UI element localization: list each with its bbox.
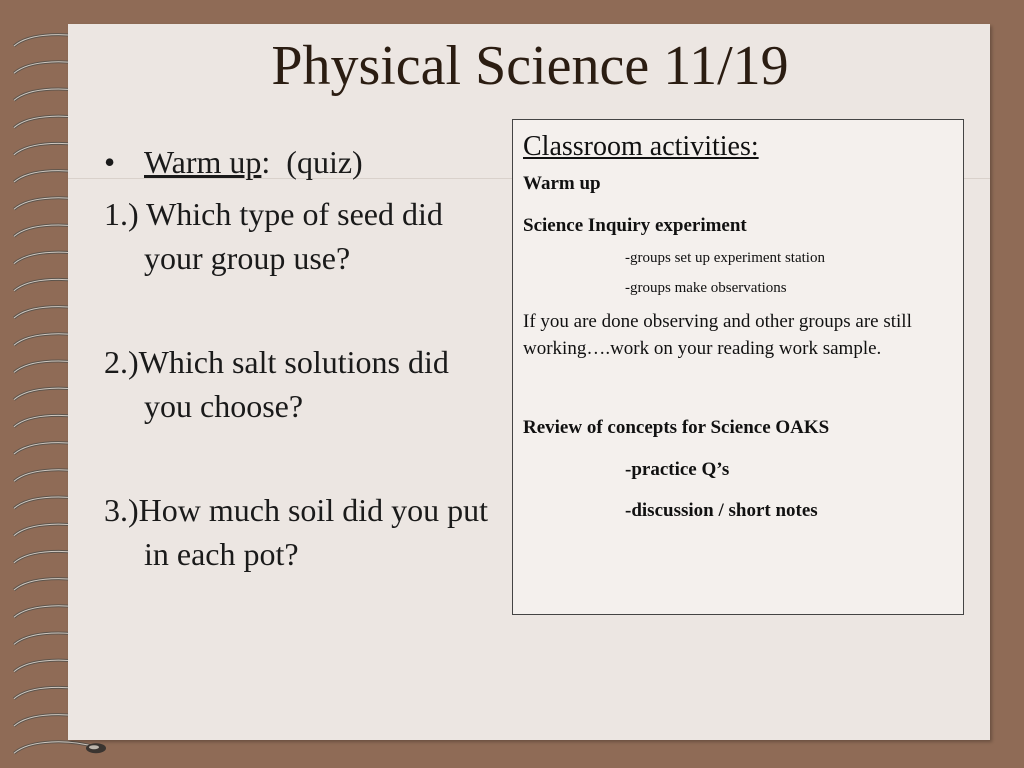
activity-inquiry: Science Inquiry experiment bbox=[523, 215, 747, 236]
activities-heading: Classroom activities: bbox=[523, 131, 759, 162]
question-3: 3.)How much soil did you put in each pot? bbox=[104, 492, 488, 572]
question-1: 1.) Which type of seed did your group use? bbox=[104, 196, 443, 276]
activity-review-sub-1: -practice Q’s bbox=[625, 459, 730, 480]
activity-review-sub-2: -discussion / short notes bbox=[625, 500, 818, 521]
activity-warmup: Warm up bbox=[523, 173, 601, 194]
activity-review: Review of concepts for Science OAKS bbox=[523, 417, 830, 438]
activities-box bbox=[512, 119, 964, 615]
activity-inquiry-sub-2: -groups make observations bbox=[625, 280, 787, 296]
activity-inquiry-sub-1: -groups set up experiment station bbox=[625, 250, 825, 266]
slide-title: Physical Science 11/19 bbox=[271, 35, 789, 97]
bullet-icon: • bbox=[104, 144, 116, 180]
warmup-label: Warm up bbox=[144, 144, 262, 180]
warmup-section bbox=[104, 140, 504, 636]
activity-note: If you are done observing and other groups are still working….work on your reading work sample. bbox=[523, 311, 912, 359]
spiral-ring bbox=[14, 742, 106, 753]
warmup-heading bbox=[104, 140, 504, 184]
question-2: 2.)Which salt solutions did you choose? bbox=[104, 344, 449, 424]
warmup-suffix: : (quiz) bbox=[261, 144, 363, 180]
